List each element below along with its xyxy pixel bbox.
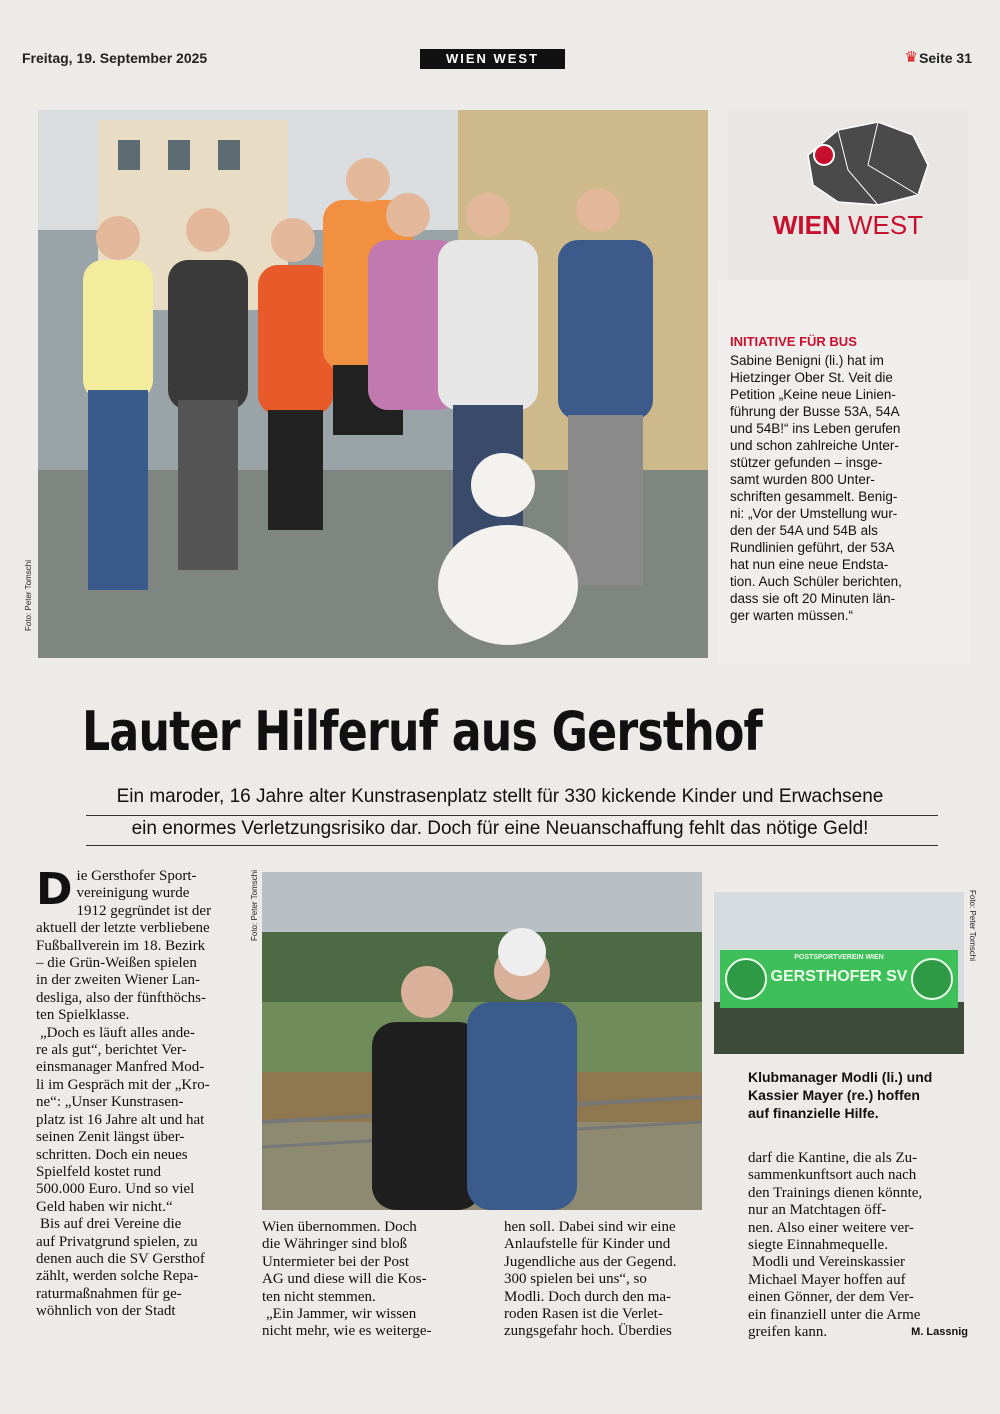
text-line: re als gut“, berichtet Ver- <box>36 1042 187 1059</box>
text-line: ne“: „Unser Kunstrasen- <box>36 1094 184 1111</box>
info-box <box>718 280 970 664</box>
info-line: tion. Auch Schüler berichten, <box>730 574 902 589</box>
text-line-last: greifen kann. <box>748 1324 828 1341</box>
text-line: die Währinger sind bloß <box>262 1236 408 1253</box>
vienna-map-icon <box>728 110 968 220</box>
info-line: stützer gefunden – insge- <box>730 455 883 470</box>
text-line: seinen Zenit längst über- <box>36 1129 185 1146</box>
text-line: AG und diese will die Kos- <box>262 1271 427 1288</box>
group-photo-illustration <box>38 110 708 658</box>
crown-icon: ♛ <box>904 50 918 66</box>
text-line: in der zweiten Wiener Lan- <box>36 972 201 989</box>
text-line: schritten. Doch ein neues <box>36 1146 188 1163</box>
text-line: einen Gönner, der dem Ver- <box>748 1289 914 1306</box>
subhead-divider <box>86 845 938 846</box>
text-line: Anlaufstelle für Kinder und <box>504 1236 671 1253</box>
photo-caption <box>748 1068 978 1122</box>
text-line: Bis auf drei Vereine die <box>40 1216 182 1233</box>
info-box-title: INITIATIVE FÜR BUS <box>730 334 857 349</box>
text-line: auf Privatgrund spielen, zu <box>36 1233 198 1250</box>
text-line: – die Grün-Weißen spielen <box>36 955 197 972</box>
article-subhead-2: ein enormes Verletzungsrisiko dar. Doch für eine Neuanschaffung fehlt das nötige Geld! <box>131 818 869 839</box>
top-photo <box>38 110 708 658</box>
text-line: Untermieter bei der Post <box>262 1253 410 1270</box>
section-label: WIEN WEST <box>420 49 565 69</box>
caption-line: Klubmanager Modli (li.) und <box>748 1069 933 1085</box>
middle-photo <box>262 872 702 1210</box>
info-line: Sabine Benigni (li.) hat im <box>730 353 884 368</box>
text-line: siegte Einnahmequelle. <box>748 1237 888 1254</box>
text-line: zählt, werden solche Repa- <box>36 1268 199 1285</box>
text-line: darf die Kantine, die als Zu- <box>748 1150 918 1166</box>
text-line: aktuell der letzte verbliebene <box>36 920 210 937</box>
issue-date: Freitag, 19. September 2025 <box>22 50 208 66</box>
text-line: desliga, also der fünfthöchs- <box>36 989 206 1006</box>
text-line: denen auch die SV Gersthof <box>36 1250 205 1267</box>
text-line: Modli und Vereinskassier <box>752 1254 906 1271</box>
text-line: li im Gespräch mit der „Kro- <box>36 1076 210 1093</box>
text-line: „Doch es läuft alles ande- <box>40 1024 195 1041</box>
info-line: und 54B!“ ins Leben gerufen <box>730 421 901 436</box>
info-line: Petition „Keine neue Linien- <box>730 387 896 402</box>
info-line: dass sie oft 20 Minuten län- <box>730 591 896 606</box>
text-line: sammenkunftsort auch nach <box>748 1167 917 1184</box>
text-line: Wien übernommen. Doch <box>262 1219 417 1235</box>
info-line: hat nun eine neue Endsta- <box>730 557 889 572</box>
text-line: 300 spielen bei uns“, so <box>504 1271 647 1288</box>
article-column-1 <box>36 864 246 1321</box>
text-line: den Trainings dienen könnte, <box>748 1184 923 1201</box>
info-box-text <box>730 352 966 624</box>
info-line: ger warten müssen.“ <box>730 608 854 623</box>
text-line: Geld haben wir nicht.“ <box>36 1198 173 1215</box>
info-line: und schon zahlreiche Unter- <box>730 438 899 453</box>
text-line: nen. Also einer weitere ver- <box>748 1219 914 1236</box>
banner-photo <box>714 892 964 1054</box>
region-label <box>728 210 968 241</box>
info-line: den der 54A und 54B als <box>730 523 878 538</box>
article-column-4 <box>748 1150 968 1341</box>
caption-line: auf finanzielle Hilfe. <box>748 1105 879 1121</box>
region-label-bold: WIEN <box>772 210 841 240</box>
middle-photo-credit: Foto: Peter Tomschi <box>250 870 259 941</box>
text-line <box>748 1324 968 1341</box>
info-line: samt wurden 800 Unter- <box>730 472 875 487</box>
text-line: Spielfeld kostet rund <box>36 1163 161 1180</box>
text-line: zungsgefahr hoch. Überdies <box>504 1323 672 1340</box>
text-line: vereinigung wurde <box>76 885 190 902</box>
text-line: nicht mehr, wie es weiterge- <box>262 1323 432 1340</box>
text-line: Modli. Doch durch den ma- <box>504 1288 672 1305</box>
banner-main-text: GERSTHOFER SV <box>770 968 908 985</box>
subhead-divider <box>86 815 938 816</box>
article-column-3 <box>504 1219 726 1341</box>
club-officials-illustration <box>262 872 702 1210</box>
info-line: Rundlinien geführt, der 53A <box>730 540 895 555</box>
info-line: Hietzinger Ober St. Veit die <box>730 370 893 385</box>
author-byline: M. Lassnig <box>911 1326 968 1339</box>
text-line: 1912 gegründet ist der <box>76 902 212 919</box>
article-column-2 <box>262 1219 474 1341</box>
text-line: ein finanziell unter die Arme <box>748 1306 921 1323</box>
text-line: Fußballverein im 18. Bezirk <box>36 937 206 954</box>
banner-photo-credit: Foto: Peter Tomschi <box>968 890 977 961</box>
text-line: platz ist 16 Jahre alt und hat <box>36 1111 205 1128</box>
article-headline: Lauter Hilferuf aus Gersthof <box>82 700 762 763</box>
text-line: einsmanager Manfred Mod- <box>36 1059 205 1076</box>
top-photo-credit: Foto: Peter Tomschi <box>24 560 33 631</box>
info-line: führung der Busse 53A, 54A <box>730 404 900 419</box>
article-subhead-1: Ein maroder, 16 Jahre alter Kunstrasenplatz stellt für 330 kickende Kinder und Erwachsene <box>116 786 884 807</box>
text-line: 500.000 Euro. Und so viel <box>36 1181 195 1198</box>
banner-top-text: POSTSPORTVEREIN WIEN <box>794 954 884 961</box>
text-line: roden Rasen ist die Verlet- <box>504 1306 663 1323</box>
dropcap: D <box>36 864 73 915</box>
text-line: nur an Matchtagen öff- <box>748 1202 887 1219</box>
info-line: ni: „Vor der Umstellung wur- <box>730 506 898 521</box>
text-line: wöhnlich von der Stadt <box>36 1303 176 1320</box>
text-line: Jugendliche aus der Gegend. <box>504 1253 677 1270</box>
text-line: „Ein Jammer, wir wissen <box>266 1306 417 1323</box>
text-line: ten nicht stemmen. <box>262 1288 376 1305</box>
region-label-light: WEST <box>848 210 924 240</box>
text-line: hen soll. Dabei sind wir eine <box>504 1219 676 1235</box>
text-line: raturmaßnahmen für ge- <box>36 1285 182 1302</box>
text-line: ten Spielklasse. <box>36 1007 130 1024</box>
text-line: ie Gersthofer Sport- <box>76 868 197 884</box>
text-line: Michael Mayer hoffen auf <box>748 1271 906 1288</box>
caption-line: Kassier Mayer (re.) hoffen <box>748 1087 920 1103</box>
region-box <box>728 110 968 282</box>
info-line: schriften gesammelt. Benig- <box>730 489 898 504</box>
page-number: Seite 31 <box>919 50 972 66</box>
